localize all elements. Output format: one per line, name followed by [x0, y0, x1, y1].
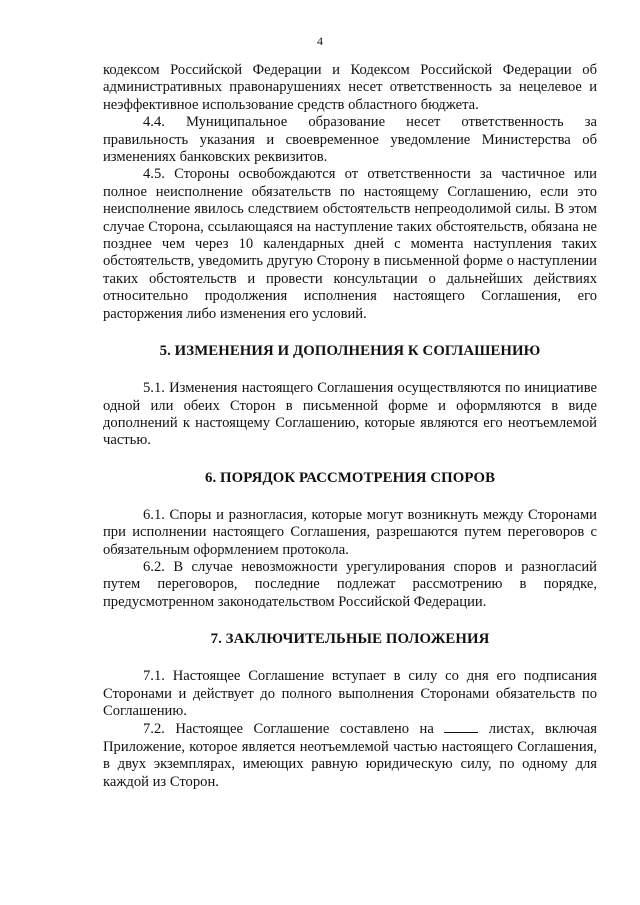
clause-7-2-end: листах, включая Приложение, которое является неотъемлемой частью настоящего Соглашения, в двух экземплярах, имеющих равную юридическую силу, по одному для каждой из Сторон. [103, 721, 597, 790]
sheet-count-blank [444, 720, 478, 733]
section-6-heading: 6. ПОРЯДОК РАССМОТРЕНИЯ СПОРОВ [204, 469, 496, 486]
section-4-continuation: кодексом Российской Федерации и Кодексом Российской Федерации об административных правонарушениях несет ответственность за нецелевое и неэффективное использование средств областного бюджета. [103, 62, 597, 113]
clause-4-4: 4.4. Муниципальное образование несет ответственность за правильность указания и своевременное уведомление Министерства об изменениях банковских реквизитов. [103, 114, 597, 166]
clause-7-2 [103, 720, 597, 791]
clause-7-2-start: 7.2. Настоящее Соглашение составлено на [143, 721, 445, 738]
document-body [103, 62, 597, 791]
page-number: 4 [317, 34, 323, 48]
clause-5-1: 5.1. Изменения настоящего Соглашения осуществляются по инициативе одной или обеих Сторон в письменной форме и оформляются в виде дополнений к настоящему Соглашению, которые являются его неотъемлемой частью. [103, 380, 597, 449]
section-5-heading: 5. ИЗМЕНЕНИЯ И ДОПОЛНЕНИЯ К СОГЛАШЕНИЮ [159, 343, 541, 360]
clause-6-1: 6.1. Споры и разногласия, которые могут возникнуть между Сторонами при исполнении настоящего Соглашения, разрешаются путем переговоров с обязательным оформлением протокола. [103, 506, 597, 558]
clause-6-2: 6.2. В случае невозможности урегулирования споров и разногласий путем переговоров, последние подлежат рассмотрению в порядке, предусмотренном законодательством Российской Федерации. [103, 558, 597, 610]
clause-4-5: 4.5. Стороны освобождаются от ответственности за частичное или полное неисполнение обязательств по настоящему Соглашению, если это неисполнение явилось следствием обстоятельств непреодолимой силы. В этом случае Сторона, ссылающаяся на наступление таких обстоятельств, обязана не позднее чем через 10 календарных дней с момента наступления таких обстоятельств, уведомить другую Сторону в письменной форме о наступлении таких обстоятельств и провести консультации о дальнейших действиях относительно продолжения исполнения настоящего Соглашения, его расторжения либо изменения его условий. [103, 166, 597, 322]
section-7-heading: 7. ЗАКЛЮЧИТЕЛЬНЫЕ ПОЛОЖЕНИЯ [210, 631, 490, 648]
clause-7-1: 7.1. Настоящее Соглашение вступает в силу со дня его подписания Сторонами и действует до полного выполнения Сторонами обязательств по Соглашению. [103, 668, 597, 719]
